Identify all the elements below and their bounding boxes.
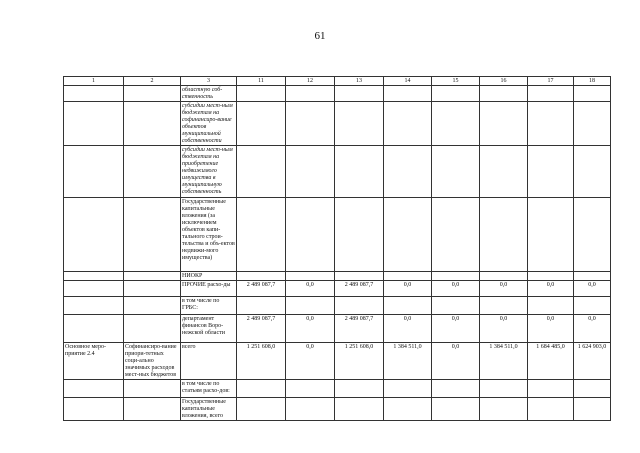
expense-label-cell: Государственные капитальные вложения, всего (181, 398, 237, 421)
value-cell (480, 380, 528, 398)
value-cell (480, 297, 528, 315)
event-description-cell (124, 272, 181, 281)
column-header: 15 (432, 77, 480, 86)
table-row (64, 398, 611, 421)
value-cell (384, 86, 432, 102)
expense-label-cell: в том числе по статьям расхо-дов: (181, 380, 237, 398)
value-cell (432, 102, 480, 146)
header-row (64, 77, 611, 86)
table-row (64, 281, 611, 297)
page-number: 61 (314, 30, 326, 42)
value-cell (574, 380, 611, 398)
column-header: 1 (64, 77, 124, 86)
table-row (64, 343, 611, 380)
event-description-cell (124, 315, 181, 343)
event-description-cell (124, 198, 181, 272)
event-description-cell (124, 398, 181, 421)
event-description-cell (124, 86, 181, 102)
value-cell (574, 297, 611, 315)
event-name-cell (64, 380, 124, 398)
value-cell (574, 272, 611, 281)
value-cell: 0,0 (528, 315, 574, 343)
event-name-cell (64, 315, 124, 343)
value-cell (286, 272, 335, 281)
value-cell (335, 198, 384, 272)
value-cell (237, 297, 286, 315)
event-description-cell (124, 281, 181, 297)
value-cell (335, 380, 384, 398)
event-name-cell (64, 102, 124, 146)
value-cell (574, 398, 611, 421)
value-cell: 1 684 485,0 (528, 343, 574, 380)
expense-label-cell: областную соб-ственность (181, 86, 237, 102)
column-header: 3 (181, 77, 237, 86)
expense-label-cell: субсидии мест-ным бюджетам на софинансиро-вание объектов муниципальной собственности (181, 102, 237, 146)
table-row (64, 272, 611, 281)
value-cell (480, 198, 528, 272)
value-cell (528, 297, 574, 315)
column-header: 16 (480, 77, 528, 86)
value-cell (480, 146, 528, 198)
value-cell (432, 86, 480, 102)
table-row (64, 380, 611, 398)
value-cell (528, 398, 574, 421)
value-cell: 0,0 (480, 315, 528, 343)
value-cell: 1 251 608,0 (335, 343, 384, 380)
value-cell (528, 86, 574, 102)
value-cell (574, 146, 611, 198)
value-cell (335, 146, 384, 198)
value-cell (384, 297, 432, 315)
value-cell (574, 102, 611, 146)
expense-label-cell: в том числе по ГРБС: (181, 297, 237, 315)
value-cell (286, 86, 335, 102)
column-header: 18 (574, 77, 611, 86)
value-cell (384, 146, 432, 198)
value-cell (528, 102, 574, 146)
value-cell (237, 398, 286, 421)
event-name-cell (64, 297, 124, 315)
event-description-cell (124, 146, 181, 198)
value-cell: 2 489 087,7 (237, 315, 286, 343)
expense-label-cell: Государственные капитальные вложения (за исключением объектов капи-тального строи-тельства и объ-ектов недвижи-мого имущества) (181, 198, 237, 272)
column-header: 13 (335, 77, 384, 86)
value-cell: 2 489 087,7 (237, 281, 286, 297)
value-cell: 0,0 (432, 281, 480, 297)
expense-label-cell: департамент финансов Воро-нежской области (181, 315, 237, 343)
value-cell (432, 198, 480, 272)
budget-table (63, 76, 611, 421)
value-cell (384, 198, 432, 272)
value-cell: 0,0 (384, 281, 432, 297)
expense-label-cell: НИОКР (181, 272, 237, 281)
value-cell: 0,0 (286, 315, 335, 343)
value-cell (528, 198, 574, 272)
value-cell: 0,0 (432, 315, 480, 343)
value-cell (432, 398, 480, 421)
event-description-cell (124, 297, 181, 315)
value-cell (480, 398, 528, 421)
value-cell (237, 380, 286, 398)
value-cell: 1 384 511,0 (480, 343, 528, 380)
value-cell (237, 86, 286, 102)
table-row (64, 86, 611, 102)
value-cell: 0,0 (528, 281, 574, 297)
value-cell (237, 102, 286, 146)
event-name-cell (64, 272, 124, 281)
value-cell (480, 272, 528, 281)
value-cell (335, 272, 384, 281)
value-cell: 0,0 (286, 343, 335, 380)
value-cell (286, 398, 335, 421)
column-header: 2 (124, 77, 181, 86)
value-cell: 0,0 (574, 315, 611, 343)
value-cell (335, 86, 384, 102)
value-cell (286, 146, 335, 198)
value-cell: 2 489 087,7 (335, 281, 384, 297)
event-description-cell (124, 102, 181, 146)
value-cell (432, 146, 480, 198)
value-cell (528, 146, 574, 198)
expense-label-cell: всего (181, 343, 237, 380)
event-name-cell (64, 86, 124, 102)
value-cell (432, 297, 480, 315)
event-name-cell (64, 146, 124, 198)
value-cell (335, 398, 384, 421)
event-name-cell (64, 198, 124, 272)
value-cell (384, 272, 432, 281)
value-cell (574, 86, 611, 102)
value-cell: 1 624 903,0 (574, 343, 611, 380)
event-name-cell (64, 281, 124, 297)
expense-label-cell: ПРОЧИЕ расхо-ды (181, 281, 237, 297)
value-cell (528, 272, 574, 281)
value-cell (384, 102, 432, 146)
value-cell: 0,0 (480, 281, 528, 297)
value-cell (286, 198, 335, 272)
column-header: 12 (286, 77, 335, 86)
table-row (64, 198, 611, 272)
value-cell: 1 251 608,0 (237, 343, 286, 380)
value-cell (574, 198, 611, 272)
value-cell (335, 102, 384, 146)
value-cell (237, 146, 286, 198)
value-cell: 1 384 511,0 (384, 343, 432, 380)
value-cell (384, 380, 432, 398)
table-row (64, 102, 611, 146)
event-description-cell (124, 380, 181, 398)
column-header: 17 (528, 77, 574, 86)
value-cell (335, 297, 384, 315)
event-name-cell: Основное меро-приятие 2.4 (64, 343, 124, 380)
value-cell: 0,0 (432, 343, 480, 380)
value-cell (286, 297, 335, 315)
value-cell (384, 398, 432, 421)
value-cell: 0,0 (286, 281, 335, 297)
value-cell (237, 198, 286, 272)
value-cell (237, 272, 286, 281)
event-description-cell: Софинансиро-вание приори-тетных соци-ально значимых расходов мест-ных бюджетов (124, 343, 181, 380)
value-cell (480, 86, 528, 102)
expense-label-cell: субсидии мест-ным бюджетам на приобретение недвижимого имущества в муниципальную собственность (181, 146, 237, 198)
value-cell (286, 102, 335, 146)
value-cell (432, 272, 480, 281)
value-cell (286, 380, 335, 398)
value-cell: 2 489 087,7 (335, 315, 384, 343)
table-row (64, 315, 611, 343)
value-cell: 0,0 (574, 281, 611, 297)
column-header: 11 (237, 77, 286, 86)
table-row (64, 146, 611, 198)
value-cell (432, 380, 480, 398)
event-name-cell (64, 398, 124, 421)
table-row (64, 297, 611, 315)
column-header: 14 (384, 77, 432, 86)
value-cell (480, 102, 528, 146)
value-cell (528, 380, 574, 398)
value-cell: 0,0 (384, 315, 432, 343)
